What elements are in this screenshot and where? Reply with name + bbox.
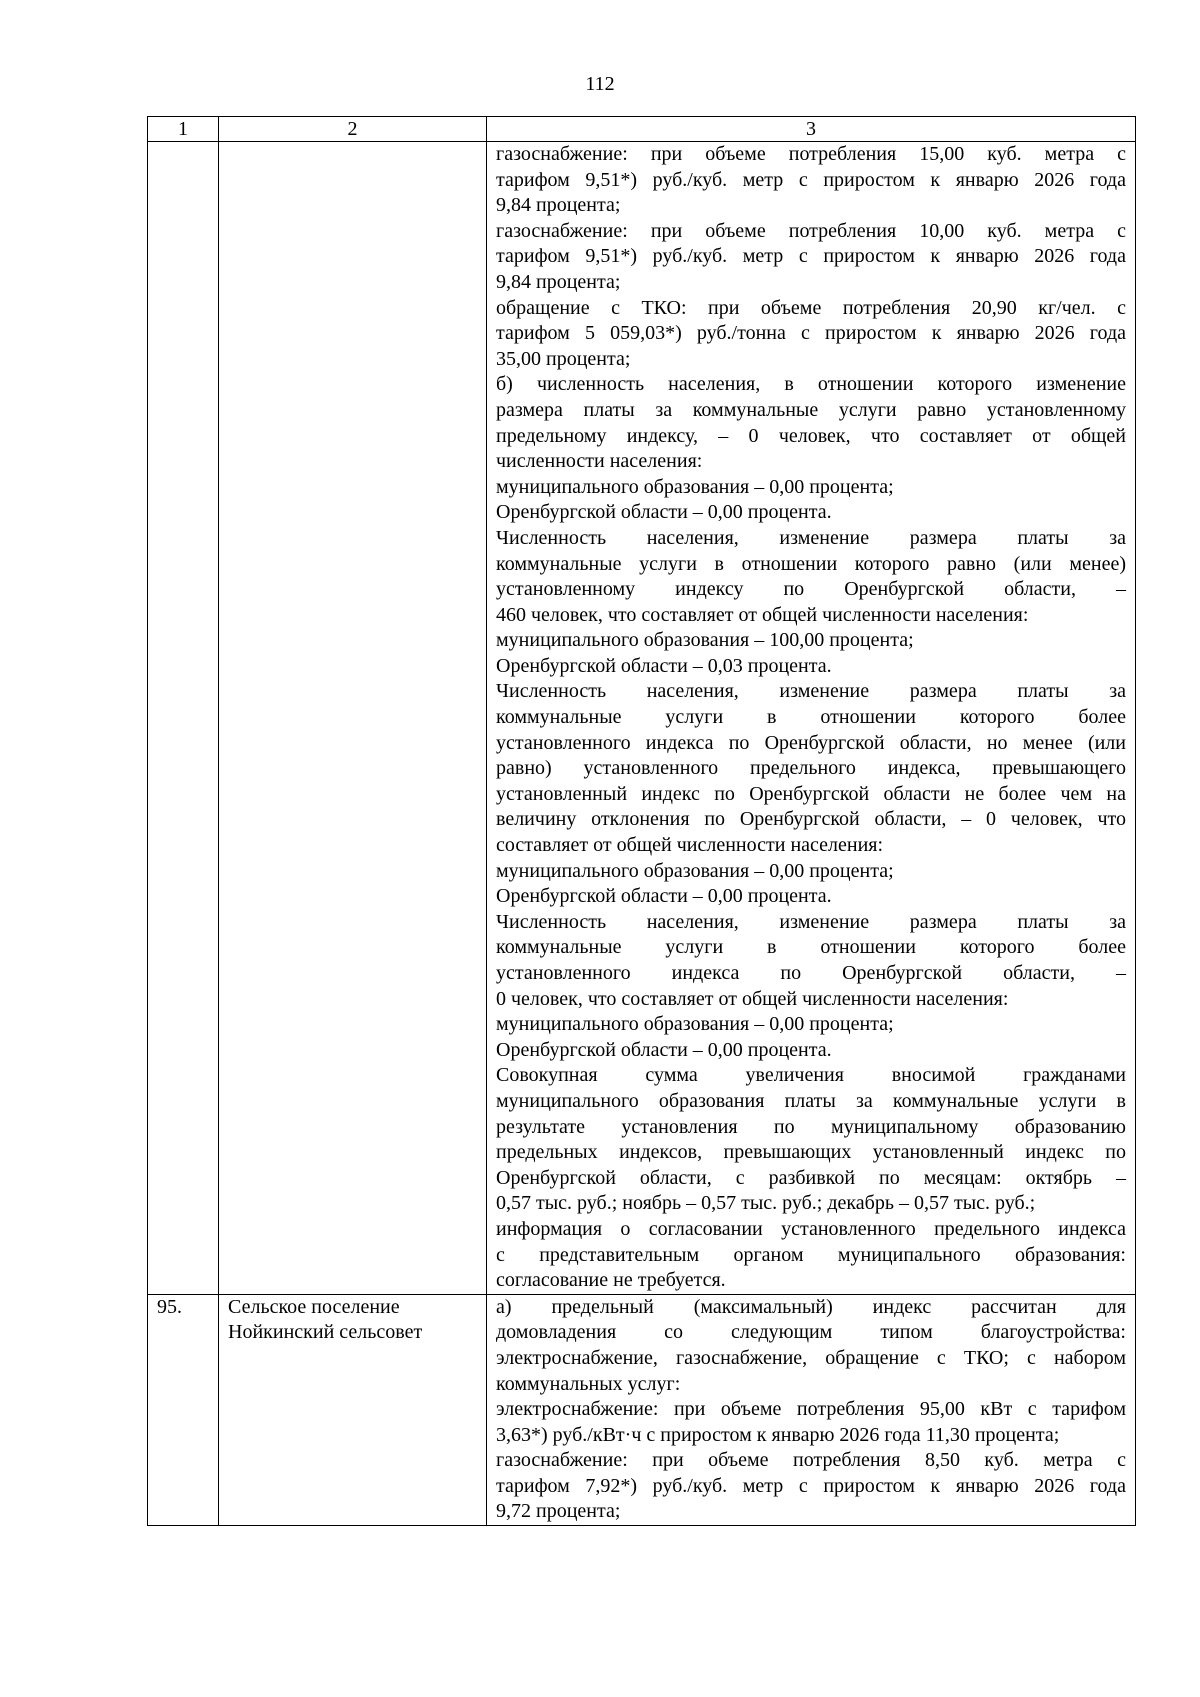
text-line: равно) установленного предельного индекса, превышающего <box>496 757 1126 780</box>
text-line: газоснабжение: при объеме потребления 15,00 куб. метра с <box>496 143 1126 165</box>
table-row <box>148 142 1136 1295</box>
text-line: Оренбургской области, с разбивкой по месяцам: октябрь – <box>496 1166 1126 1189</box>
description-paragraph <box>496 1012 1126 1038</box>
description-cell <box>487 142 1136 1295</box>
text-line: Численность населения, изменение размера платы за <box>496 910 1126 933</box>
description-paragraph <box>496 475 1126 501</box>
text-line: коммунальные услуги в отношении которого равно (или менее) <box>496 552 1126 575</box>
description-paragraph <box>496 1063 1126 1217</box>
description-paragraph <box>496 1295 1126 1397</box>
text-line: установленного индекса по Оренбургской области, но менее (или <box>496 731 1126 754</box>
text-line: размера платы за коммунальные услуги равно установленному <box>496 398 1126 421</box>
municipality-name-cell <box>219 142 487 1295</box>
text-line: муниципального образования – 0,00 процента; <box>496 1013 894 1036</box>
text-line: тарифом 5 059,03*) руб./тонна с приростом к январю 2026 года <box>496 322 1126 345</box>
text-line: составляет от общей численности населения: <box>496 834 884 857</box>
column-header-3: 3 <box>487 117 1136 142</box>
text-line: 460 человек, что составляет от общей численности населения: <box>496 603 1029 626</box>
column-header-2: 2 <box>219 117 487 142</box>
text-line: муниципального образования – 0,00 процента; <box>496 859 894 882</box>
text-line: Численность населения, изменение размера платы за <box>496 526 1126 549</box>
text-line: 0 человек, что составляет от общей численности населения: <box>496 987 1009 1010</box>
text-line: Численность населения, изменение размера платы за <box>496 680 1126 703</box>
text-line: Совокупная сумма увеличения вносимой гражданами <box>496 1064 1126 1087</box>
description-paragraph <box>496 1038 1126 1064</box>
description-paragraph <box>496 500 1126 526</box>
text-line: предельных индексов, превышающих установленный индекс по <box>496 1141 1126 1164</box>
text-line: Оренбургской области – 0,03 процента. <box>496 654 832 677</box>
text-line: 9,72 процента; <box>496 1500 621 1523</box>
description-paragraph <box>496 1217 1126 1294</box>
row-number-cell: 95. <box>148 1294 219 1525</box>
table-body <box>148 117 1136 1526</box>
municipality-name-cell <box>219 1294 487 1525</box>
text-line: муниципального образования платы за коммунальные услуги в <box>496 1089 1126 1112</box>
text-line: тарифом 9,51*) руб./куб. метр с приростом к январю 2026 года <box>496 168 1126 191</box>
text-line: домовладения со следующим типом благоустройства: <box>496 1321 1126 1344</box>
table-header-row <box>148 117 1136 142</box>
description-paragraph <box>496 654 1126 680</box>
text-line: согласование не требуется. <box>496 1269 726 1292</box>
text-line: установленного индекса по Оренбургской области, – <box>496 962 1126 984</box>
text-line: 35,00 процента; <box>496 347 631 370</box>
text-line: а) предельный (максимальный) индекс рассчитан для <box>496 1295 1126 1318</box>
text-line: установленному индексу по Оренбургской области, – <box>496 578 1126 601</box>
text-line: коммунальные услуги в отношении которого более <box>496 706 1126 729</box>
description-paragraph <box>496 372 1126 474</box>
text-line: тарифом 9,51*) руб./куб. метр с приростом к январю 2026 года <box>496 245 1126 268</box>
text-line: 9,84 процента; <box>496 270 621 293</box>
text-line: Оренбургской области – 0,00 процента. <box>496 501 832 524</box>
text-line: муниципального образования – 100,00 процента; <box>496 629 914 652</box>
text-line: установленный индекс по Оренбургской области не более чем на <box>496 782 1126 805</box>
column-header-1: 1 <box>148 117 219 142</box>
text-line: б) численность населения, в отношении которого изменение <box>496 373 1126 396</box>
description-paragraph <box>496 219 1126 296</box>
data-table <box>147 116 1136 1526</box>
municipality-name-line: Нойкинский сельсовет <box>228 1321 423 1344</box>
text-line: численности населения: <box>496 450 703 473</box>
description-paragraph <box>496 296 1126 373</box>
text-line: тарифом 7,92*) руб./куб. метр с приростом к январю 2026 года <box>496 1474 1126 1497</box>
text-line: величину отклонения по Оренбургской области, – 0 человек, что <box>496 808 1126 831</box>
description-paragraph <box>496 526 1126 628</box>
text-line: 3,63*) руб./кВт·ч с приростом к январю 2026 года 11,30 процента; <box>496 1423 1060 1446</box>
text-line: 9,84 процента; <box>496 194 621 217</box>
text-line: коммунальных услуг: <box>496 1372 681 1395</box>
description-paragraph <box>496 884 1126 910</box>
text-line: предельному индексу, – 0 человек, что составляет от общей <box>496 424 1126 447</box>
description-paragraph <box>496 628 1126 654</box>
description-paragraph <box>496 859 1126 885</box>
municipality-name-line: Сельское поселение <box>228 1295 400 1318</box>
text-line: с представительным органом муниципального образования: <box>496 1243 1126 1266</box>
text-line: обращение с ТКО: при объеме потребления 20,90 кг/чел. с <box>496 296 1126 319</box>
text-line: электроснабжение, газоснабжение, обращение с ТКО; с набором <box>496 1346 1126 1369</box>
description-cell <box>487 1294 1136 1525</box>
text-line: Оренбургской области – 0,00 процента. <box>496 1038 832 1061</box>
row-number-cell <box>148 142 219 1295</box>
page-number: 112 <box>585 73 615 95</box>
text-line: газоснабжение: при объеме потребления 10,00 куб. метра с <box>496 219 1126 242</box>
description-paragraph <box>496 1448 1126 1525</box>
table-row <box>148 1294 1136 1525</box>
text-line: коммунальные услуги в отношении которого более <box>496 936 1126 959</box>
description-paragraph <box>496 1397 1126 1448</box>
description-paragraph <box>496 142 1126 219</box>
text-line: муниципального образования – 0,00 процента; <box>496 475 894 498</box>
description-paragraph <box>496 679 1126 858</box>
text-line: газоснабжение: при объеме потребления 8,50 куб. метра с <box>496 1449 1126 1472</box>
text-line: электроснабжение: при объеме потребления 95,00 кВт с тарифом <box>496 1398 1126 1421</box>
text-line: 0,57 тыс. руб.; ноябрь – 0,57 тыс. руб.; декабрь – 0,57 тыс. руб.; <box>496 1192 1036 1215</box>
text-line: Оренбургской области – 0,00 процента. <box>496 885 832 908</box>
description-paragraph <box>496 910 1126 1012</box>
text-line: результате установления по муниципальному образованию <box>496 1115 1126 1138</box>
text-line: информация о согласовании установленного предельного индекса <box>496 1217 1126 1240</box>
